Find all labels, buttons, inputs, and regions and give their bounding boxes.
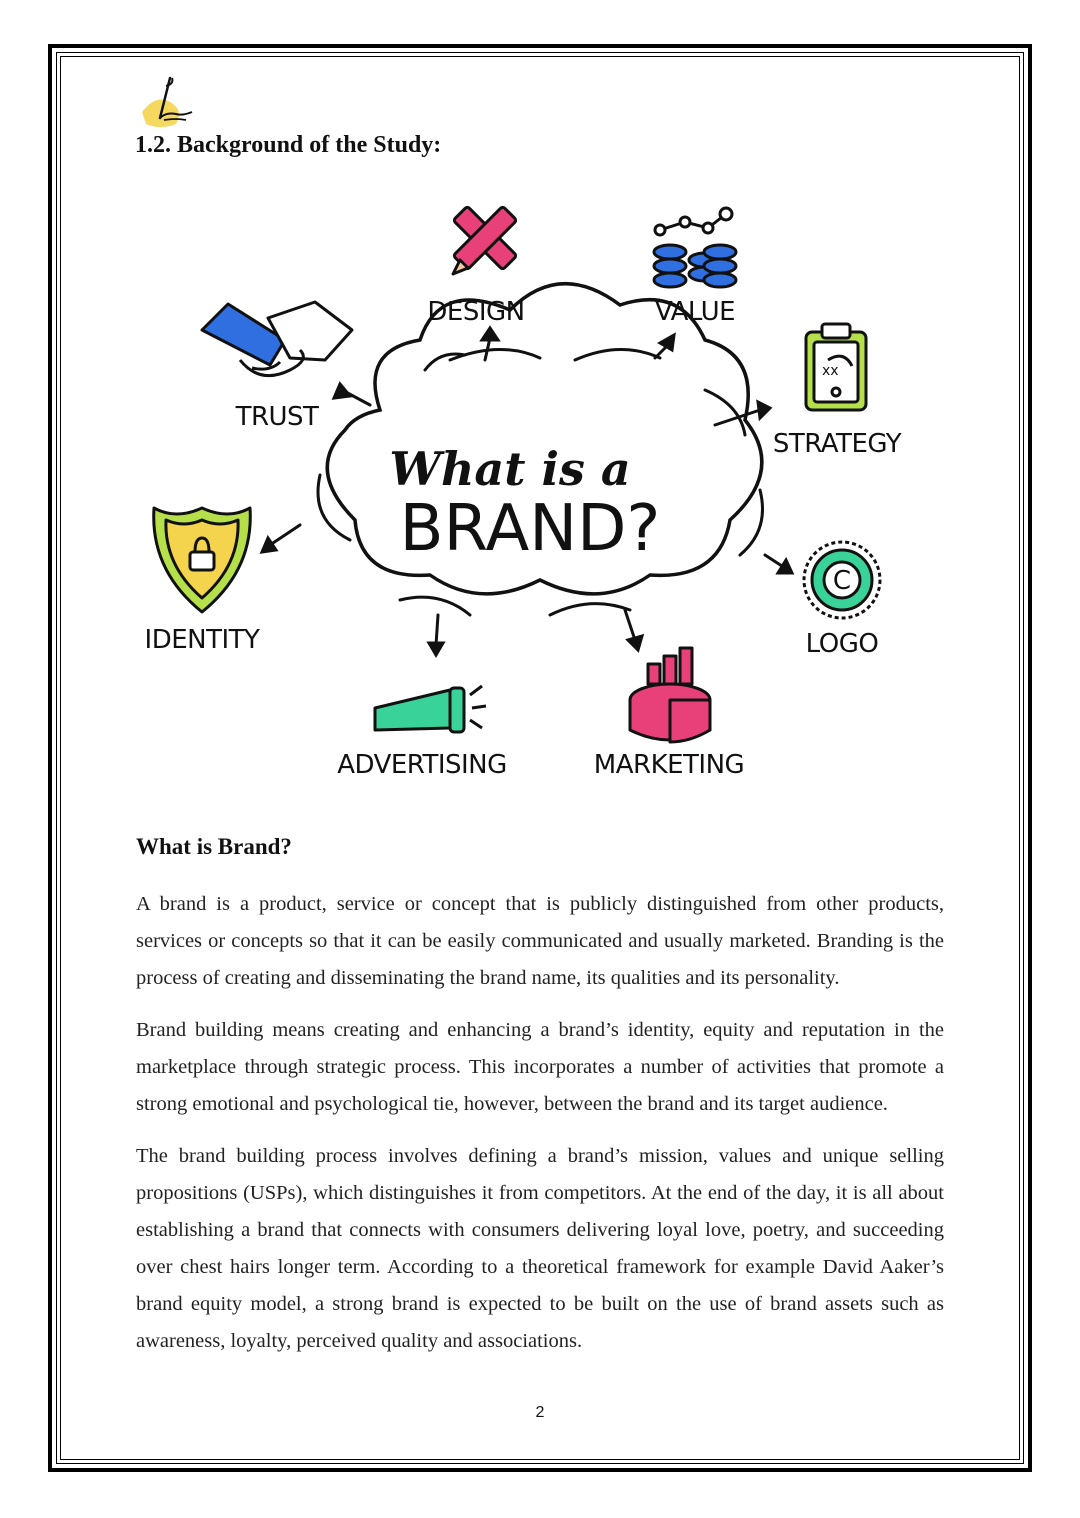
center-heading-script: What is a: [389, 442, 631, 496]
brand-infographic: [120, 190, 960, 800]
svg-text:xx: xx: [822, 363, 839, 379]
subheading-what-is-brand: What is Brand?: [136, 834, 292, 859]
label-value: VALUE: [654, 297, 736, 327]
center-heading-brand: BRAND?: [399, 492, 661, 566]
label-marketing: MARKETING: [593, 750, 745, 780]
pie-chart-icon: [630, 648, 710, 742]
pencil-ruler-icon: [453, 206, 517, 274]
label-identity: IDENTITY: [144, 625, 260, 655]
paragraph: Brand building means creating and enhancing a brand’s identity, equity and reputation in the marketplace through strategic process. This incorporates a number of activities that promote a strong emotional and psychological tie, however, between the brand and its target audience.: [136, 1019, 944, 1115]
pen-highlight-icon: [136, 72, 202, 132]
svg-text:C: C: [832, 566, 852, 596]
label-advertising: ADVERTISING: [337, 750, 507, 780]
paragraph: The brand building process involves defining a brand’s mission, values and unique selling propositions (USPs), which distinguishes it from competitors. At the end of the day, it is all about establishing a brand that connects with consumers delivering loyal love, poetry, and succeeding over chest hairs longer term. According to a theoretical framework for example David Aaker’s brand equity model, a strong brand is expected to be built on the use of brand assets such as awareness, loyalty, perceived quality and associations.: [136, 1145, 944, 1352]
paragraph: A brand is a product, service or concept that is publicly distinguished from other products, services or concepts so that it can be easily communicated and usually marketed. Branding is the process of creating and disseminating the brand name, its qualities and its personality.: [136, 893, 944, 989]
copyright-badge-icon: [804, 542, 880, 618]
section-heading: 1.2. Background of the Study:: [135, 132, 442, 158]
shield-lock-icon: [154, 508, 251, 612]
clipboard-strategy-icon: [806, 324, 866, 410]
page-number: 2: [535, 1404, 545, 1421]
handshake-icon: [202, 302, 352, 376]
coins-graph-icon: [654, 208, 736, 287]
megaphone-icon: [375, 686, 486, 732]
label-strategy: STRATEGY: [772, 429, 902, 459]
label-logo: LOGO: [805, 629, 879, 659]
label-design: DESIGN: [427, 297, 525, 327]
label-trust: TRUST: [235, 402, 319, 432]
